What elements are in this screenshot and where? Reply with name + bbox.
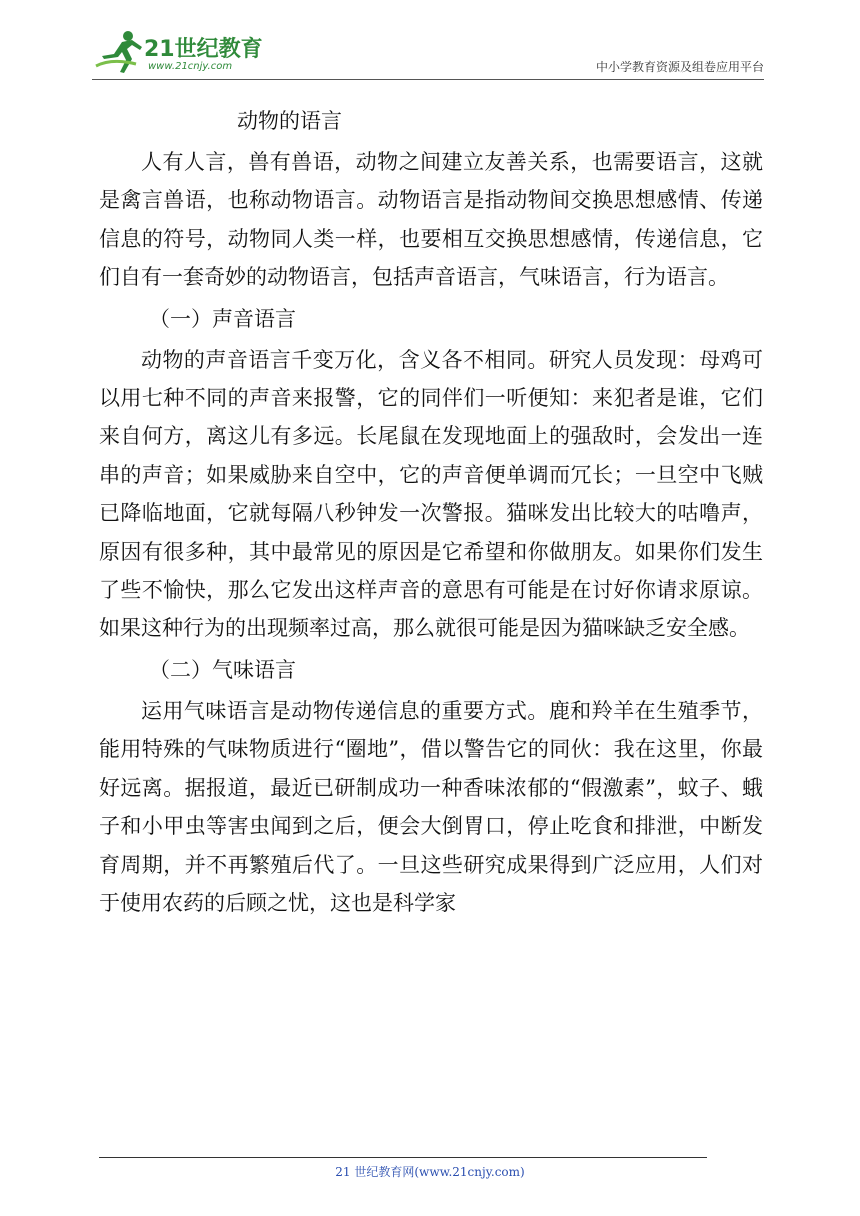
header-divider bbox=[92, 79, 764, 80]
document-body bbox=[99, 99, 763, 922]
section-heading-sound: （一）声音语言 bbox=[149, 306, 296, 331]
logo-url-text: www.21cnjy.com bbox=[148, 61, 233, 72]
runner-logo-icon bbox=[92, 28, 148, 76]
platform-name: 中小学教育资源及组卷应用平台 bbox=[595, 60, 764, 74]
site-logo[interactable] bbox=[92, 28, 292, 78]
section-paragraph-sound: 动物的声音语言千变万化，含义各不相同。研究人员发现：母鸡可以用七种不同的声音来报警，它的同伴们一听便知：来犯者是谁，它们来自何方，离这儿有多远。长尾鼠在发现地面上的强敌时，会发出一连串的声音；如果威胁来自空中，它的声音便单调而冗长；一旦空中飞贼已降临地面，它就每隔八秒钟发一次警报。猫咪发出比较大的咕噜声，原因有很多种，其中最常见的原因是它希望和你做朋友。如果你们发生了些不愉快，那么它发出这样声音的意思有可能是在讨好你请求原谅。如果这种行为的出现频率过高，那么就很可能是因为猫咪缺乏安全感。 bbox=[99, 347, 763, 641]
document-title: 动物的语言 bbox=[237, 109, 342, 133]
page-header bbox=[92, 28, 764, 80]
footer-link[interactable]: 21 世纪教育网(www.21cnjy.com) bbox=[335, 1165, 525, 1179]
logo-brand-text: 21世纪教育 bbox=[144, 37, 263, 62]
intro-paragraph: 人有人言，兽有兽语，动物之间建立友善关系，也需要语言，这就是禽言兽语，也称动物语言。动物语言是指动物间交换思想感情、传递信息的符号，动物同人类一样，也要相互交换思想感情，传递信息，它们自有一套奇妙的动物语言，包括声音语言，气味语言，行为语言。 bbox=[99, 150, 763, 290]
section-heading-smell: （二）气味语言 bbox=[149, 657, 296, 682]
section-paragraph-smell: 运用气味语言是动物传递信息的重要方式。鹿和羚羊在生殖季节，能用特殊的气味物质进行“圈地”，借以警告它的同伙：我在这里，你最好远离。据报道，最近已研制成功一种香味浓郁的“假激素”，蚊子、蛾子和小甲虫等害虫闻到之后，便会大倒胃口，停止吃食和排泄，中断发育周期，并不再繁殖后代了。一旦这些研究成果得到广泛应用，人们对于使用农药的后顾之忧，这也是科学家 bbox=[99, 698, 763, 915]
footer-divider bbox=[99, 1157, 707, 1158]
